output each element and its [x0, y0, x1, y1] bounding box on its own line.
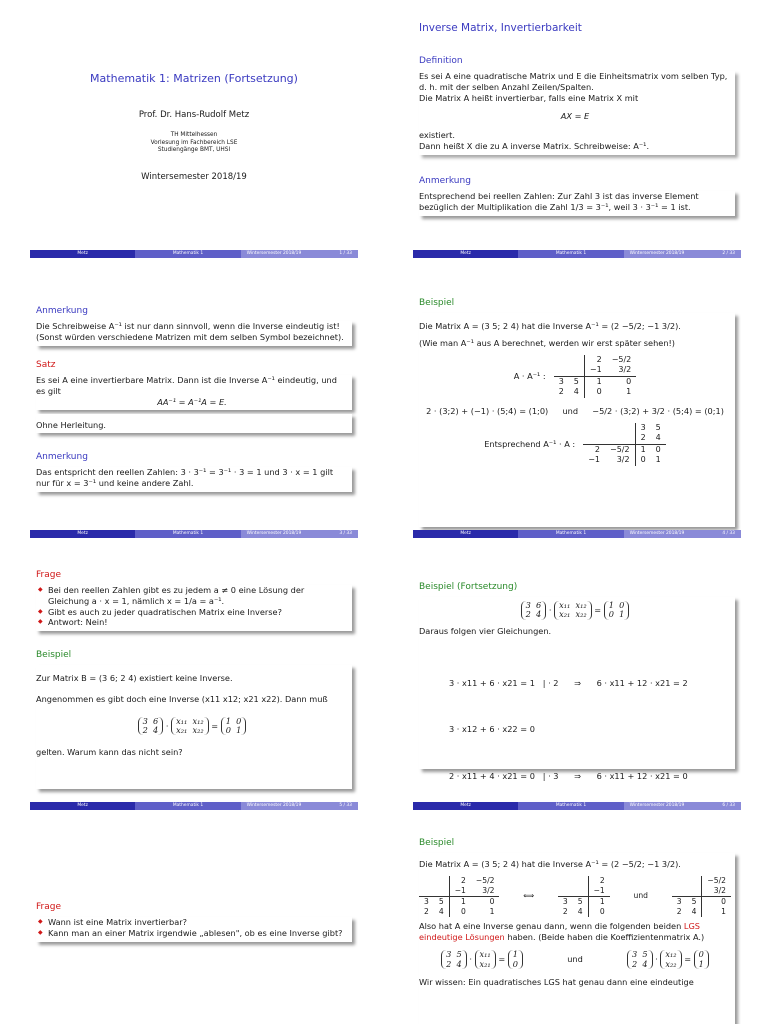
slide-5	[30, 552, 358, 814]
lgs-row	[419, 950, 731, 969]
bullet-item: ◆ Gibt es auch zu jeder quadratischen Matrix eine Inverse?	[36, 607, 348, 618]
matrix-b: 3 6 2 4	[521, 601, 547, 620]
footer-right	[241, 250, 358, 258]
page-number: 4 / 33	[722, 531, 735, 536]
term: Wintersemester 2018/19	[141, 172, 247, 182]
falk-scheme: 2 −5/2 −1 3/2 3 5 1 0 2 4 0 1	[419, 876, 499, 917]
footer-right	[624, 250, 741, 258]
block-heading: Frage	[36, 902, 61, 912]
page-number: 2 / 33	[722, 251, 735, 256]
inst-line: TH Mittelhessen	[170, 132, 218, 138]
equivalence-icon: ⟺	[523, 891, 535, 901]
definition-text: Es sei A eine quadratische Matrix und E die Einheitsmatrix vom selben Typ, d. h. mit der selben Anzahl Zeilen/Spalten.	[419, 70, 728, 92]
example-block	[419, 298, 735, 527]
and-label: und	[567, 954, 583, 965]
block-heading: Beispiel (Fortsetzung)	[419, 582, 518, 592]
footer-term: Wintersemester 2018/19	[629, 531, 685, 536]
slide-8	[413, 822, 741, 1024]
page-number: 5 / 33	[339, 803, 352, 808]
scheme-row	[419, 876, 731, 917]
footer-right	[624, 802, 741, 810]
lgs-2: 3 5 2 4 · x₁₂ x₂₂ = 0 1	[627, 950, 709, 969]
footer-course: Mathematik 1	[518, 250, 623, 258]
bullet-item: ◆ Antwort: Nein!	[36, 617, 348, 628]
text-run: Also hat A eine Inverse genau dann, wenn die folgenden beiden	[419, 920, 684, 931]
inst-line: Vorlesung im Fachbereich LSE	[150, 139, 238, 146]
matrix-e: 1 0 0 1	[604, 601, 630, 620]
matrix-b: 3 6 2 4	[138, 717, 164, 736]
slide-4	[413, 280, 741, 542]
footer-term: Wintersemester 2018/19	[246, 251, 302, 256]
equation: −5/2 · (3;2) + 3/2 · (5;4) = (0;1)	[592, 405, 724, 416]
equation: 3 · x11 + 6 · x21 = 1 | · 2 ⇒ 6 · x11 + 12 · x21 = 2	[449, 677, 688, 688]
footer-author: Metz	[413, 802, 518, 810]
inst-line: Studiengänge BMT, UHSI	[157, 147, 231, 154]
definition-text: Dann heißt X die zu A inverse Matrix. Schreibweise: A⁻¹.	[419, 141, 650, 152]
footer	[413, 802, 741, 810]
footer-term: Wintersemester 2018/19	[629, 251, 685, 256]
example-text: Die Matrix A = (3 5; 2 4) hat die Inverse A⁻¹ = (2 −5/2; −1 3/2).	[419, 320, 681, 331]
example-text: gelten. Warum kann das nicht sein?	[36, 747, 183, 758]
example-text: Daraus folgen vier Gleichungen.	[419, 625, 552, 636]
remark-text: Entsprechend bei reellen Zahlen: Zur Zahl 3 ist das inverse Element bezüglich der Multiplikation die Zahl 1/3 = 3⁻¹, weil 3 · 3⁻¹ = 1 ist.	[419, 190, 699, 212]
lgs-1: 3 5 2 4 · x₁₁ x₂₁ = 1 0	[441, 950, 523, 969]
page-number: 6 / 33	[722, 803, 735, 808]
example-block	[419, 838, 735, 1024]
equation-list	[449, 645, 731, 814]
and-label: und	[633, 891, 648, 901]
falk-scheme: 3 5 2 4 2 −5/2 1 0 −1 3/2 0 1	[583, 423, 666, 466]
footer	[30, 802, 358, 810]
remark-block	[419, 176, 735, 216]
slide-title: Inverse Matrix, Invertierbarkeit	[419, 22, 582, 34]
block-heading: Frage	[36, 570, 61, 580]
footer-term: Wintersemester 2018/19	[629, 803, 685, 808]
bullet-item: ◆ Kann man an einer Matrix irgendwie „ablesen", ob es eine Inverse gibt?	[36, 928, 348, 939]
bullet-item: ◆ Bei den reellen Zahlen gibt es zu jedem a ≠ 0 eine Lösung der Gleichung a · x = 1, nämlich x = 1/a = a⁻¹.	[36, 585, 348, 607]
scheme-label: Entsprechend A⁻¹ · A :	[484, 438, 576, 449]
definition-text: Die Matrix A heißt invertierbar, falls eine Matrix X mit	[419, 92, 639, 103]
footer-course: Mathematik 1	[135, 802, 240, 810]
remark-text: Die Schreibweise A⁻¹ ist nur dann sinnvoll, wenn die Inverse eindeutig ist! (Sonst würden verschiedene Matrizen mit dem selben Symbol bezeichnet).	[36, 320, 344, 342]
block-heading: Satz	[36, 360, 56, 370]
note-text: Ohne Herleitung.	[36, 420, 106, 431]
footer-author: Metz	[30, 802, 135, 810]
block-heading: Beispiel	[36, 650, 72, 660]
falk-scheme: 2 −1 3 5 1 2 4 0	[558, 876, 610, 917]
product-scheme	[419, 423, 731, 466]
footer	[413, 530, 741, 538]
slide-1	[30, 0, 358, 262]
equation: 2 · x11 + 4 · x21 = 0 | · 3 ⇒ 6 · x11 + 12 · x21 = 0	[449, 771, 688, 782]
footer-right	[241, 802, 358, 810]
block-heading: Beispiel	[419, 298, 455, 308]
example-block	[36, 650, 352, 789]
falk-scheme: 2 −5/2 −1 3/2 3 5 1 0 2 4 0 1	[554, 355, 637, 398]
remark-text: Das entspricht den reellen Zahlen: 3 · 3⁻¹ = 3⁻¹ · 3 = 1 und 3 · x = 1 gilt nur für x = 3⁻¹ und keine andere Zahl.	[36, 466, 334, 488]
and-label: und	[562, 405, 579, 416]
slide-7	[30, 822, 358, 1024]
footer	[413, 250, 741, 258]
bullet-item: ◆ Wann ist eine Matrix invertierbar?	[36, 917, 348, 928]
example-block	[419, 582, 735, 782]
footer-author: Metz	[413, 250, 518, 258]
matrix-e: 1 0 0 1	[221, 717, 247, 736]
product-scheme	[419, 355, 731, 398]
matrix-x: x₁₁ x₁₂ x₂₁ x₂₂	[171, 717, 209, 736]
example-text	[419, 921, 731, 943]
footer-course: Mathematik 1	[135, 250, 240, 258]
author: Prof. Dr. Hans-Rudolf Metz	[138, 110, 250, 120]
example-text: Wir wissen: Ein quadratisches LGS hat genau dann eine eindeutige	[419, 977, 694, 988]
footer-author: Metz	[30, 250, 135, 258]
matrix-x: x₁₁ x₁₂ x₂₁ x₂₂	[554, 601, 592, 620]
matrix-equation: 3 6 2 4 · x₁₁ x₁₂ x₂₁ x₂₂ = 1 0 0 1	[419, 601, 731, 620]
footer	[30, 250, 358, 258]
slide-3	[30, 280, 358, 542]
question-block	[36, 902, 352, 942]
matrix-equation: 3 6 2 4 · x₁₁ x₁₂ x₂₁ x₂₂ = 1 0 0 1	[36, 717, 348, 736]
page-number: 1 / 33	[339, 251, 352, 256]
footer	[30, 530, 358, 538]
block-heading: Beispiel	[419, 838, 455, 848]
slide-6	[413, 552, 741, 814]
footer-author: Metz	[413, 530, 518, 538]
definition-text: existiert.	[419, 130, 455, 141]
theorem-text: Es sei A eine invertierbare Matrix. Dann ist die Inverse A⁻¹ eindeutig, und es gilt	[36, 374, 337, 396]
slide-title: Mathematik 1: Matrizen (Fortsetzung)	[90, 72, 298, 85]
footer-course: Mathematik 1	[135, 530, 240, 538]
block-heading: Definition	[419, 56, 463, 66]
institution	[30, 132, 358, 155]
slide-2	[413, 0, 741, 262]
example-text: Angenommen es gibt doch eine Inverse (x11 x12; x21 x22). Dann muß	[36, 693, 328, 704]
highlight-text: LGS eindeutige Lösungen	[419, 920, 700, 942]
column-equations	[419, 406, 731, 417]
definition-block	[419, 56, 735, 155]
footer-term: Wintersemester 2018/19	[246, 531, 302, 536]
footer-course: Mathematik 1	[518, 530, 623, 538]
equation: AX = E	[560, 111, 590, 122]
remark-block	[36, 452, 352, 492]
block-heading: Anmerkung	[36, 306, 88, 316]
example-text: Zur Matrix B = (3 6; 2 4) existiert keine Inverse.	[36, 672, 233, 683]
footer-right	[241, 530, 358, 538]
remark-block	[36, 306, 352, 346]
example-text: Die Matrix A = (3 5; 2 4) hat die Inverse A⁻¹ = (2 −5/2; −1 3/2).	[419, 858, 681, 869]
text-run: haben. (Beide haben die Koeffizientenmatrix A.)	[504, 931, 705, 942]
equation: 3 · x12 + 6 · x22 = 0	[449, 724, 535, 735]
footer-author: Metz	[30, 530, 135, 538]
equation: 2 · (3;2) + (−1) · (5;4) = (1;0)	[426, 405, 549, 416]
footer-right	[624, 530, 741, 538]
falk-scheme: −5/2 3/2 3 5 0 2 4 1	[672, 876, 731, 917]
block-heading: Anmerkung	[36, 452, 88, 462]
footer-course: Mathematik 1	[518, 802, 623, 810]
theorem-block	[36, 360, 352, 433]
page-number: 3 / 33	[339, 531, 352, 536]
scheme-label: A · A⁻¹ :	[513, 370, 546, 381]
equation: AA⁻¹ = A⁻¹A = E.	[157, 396, 227, 407]
question-block	[36, 570, 352, 631]
example-text: (Wie man A⁻¹ aus A berechnet, werden wir erst später sehen!)	[419, 337, 675, 348]
footer-term: Wintersemester 2018/19	[246, 803, 302, 808]
block-heading: Anmerkung	[419, 176, 471, 186]
